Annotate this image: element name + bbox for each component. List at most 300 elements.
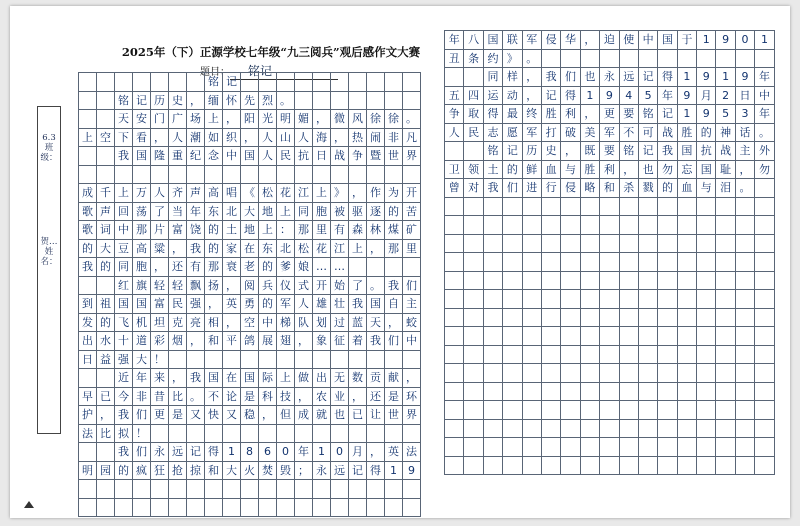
grid-cell: 血 bbox=[542, 161, 561, 180]
grid-cell bbox=[697, 253, 716, 272]
grid-cell bbox=[716, 383, 735, 402]
grid-cell: 铭 bbox=[620, 142, 639, 161]
grid-cell: 声 bbox=[187, 184, 205, 203]
grid-cell bbox=[755, 401, 774, 420]
grid-cell: 我 bbox=[187, 369, 205, 388]
grid-cell: 大 bbox=[241, 203, 259, 222]
grid-cell: 国 bbox=[133, 295, 151, 314]
grid-cell: 铭 bbox=[205, 73, 223, 92]
grid-cell bbox=[503, 198, 522, 217]
grid-cell: 争 bbox=[349, 147, 367, 166]
grid-cell bbox=[484, 383, 503, 402]
grid-cell bbox=[349, 166, 367, 185]
grid-cell bbox=[716, 272, 735, 291]
grid-cell: 稳 bbox=[241, 406, 259, 425]
grid-cell: 明 bbox=[277, 110, 295, 129]
grid-cell bbox=[581, 383, 600, 402]
grid-cell: 我 bbox=[385, 277, 403, 296]
grid-cell: 强 bbox=[187, 295, 205, 314]
grid-cell bbox=[464, 327, 483, 346]
grid-cell bbox=[187, 73, 205, 92]
grid-cell bbox=[620, 235, 639, 254]
grid-cell bbox=[755, 364, 774, 383]
grid-cell: 重 bbox=[169, 147, 187, 166]
grid-cell bbox=[313, 73, 331, 92]
grid-cell bbox=[542, 383, 561, 402]
grid-cell: 做 bbox=[295, 369, 313, 388]
grid-cell bbox=[620, 346, 639, 365]
grid-cell: 回 bbox=[115, 203, 133, 222]
grid-cell bbox=[736, 401, 755, 420]
grid-cell: 记 bbox=[223, 73, 241, 92]
grid-cell: … bbox=[331, 258, 349, 277]
grid-cell bbox=[445, 216, 464, 235]
grid-cell: 打 bbox=[542, 124, 561, 143]
grid-cell: ， bbox=[205, 295, 223, 314]
grid-cell: 松 bbox=[295, 240, 313, 259]
grid-cell: 昔 bbox=[151, 388, 169, 407]
grid-cell: 上 bbox=[277, 203, 295, 222]
grid-cell: 军 bbox=[600, 124, 619, 143]
grid-cell bbox=[561, 309, 580, 328]
grid-cell bbox=[187, 499, 205, 518]
grid-cell bbox=[581, 198, 600, 217]
grid-cell bbox=[639, 327, 658, 346]
grid-cell bbox=[313, 351, 331, 370]
grid-cell bbox=[223, 499, 241, 518]
grid-cell bbox=[678, 198, 697, 217]
grid-cell bbox=[755, 383, 774, 402]
grid-cell: 我 bbox=[367, 332, 385, 351]
grid-cell: 上 bbox=[205, 110, 223, 129]
grid-cell: 里 bbox=[403, 240, 421, 259]
grid-cell: 让 bbox=[367, 406, 385, 425]
grid-cell bbox=[736, 216, 755, 235]
grid-cell: 要 bbox=[600, 142, 619, 161]
grid-cell bbox=[542, 309, 561, 328]
grid-cell: 花 bbox=[277, 184, 295, 203]
grid-cell bbox=[259, 425, 277, 444]
grid-cell bbox=[581, 346, 600, 365]
grid-cell bbox=[464, 401, 483, 420]
grid-cell: 们 bbox=[503, 179, 522, 198]
grid-cell: 念 bbox=[205, 147, 223, 166]
grid-cell: 就 bbox=[313, 406, 331, 425]
grid-cell bbox=[716, 401, 735, 420]
grid-cell bbox=[223, 166, 241, 185]
grid-cell bbox=[259, 166, 277, 185]
grid-cell: 还 bbox=[169, 258, 187, 277]
grid-cell bbox=[445, 457, 464, 476]
grid-cell: 志 bbox=[484, 124, 503, 143]
grid-cell: 江 bbox=[331, 240, 349, 259]
grid-cell: 。 bbox=[187, 388, 205, 407]
grid-cell bbox=[523, 309, 542, 328]
grid-cell: 卫 bbox=[445, 161, 464, 180]
grid-cell: 条 bbox=[464, 50, 483, 69]
grid-cell bbox=[464, 383, 483, 402]
grid-cell bbox=[678, 346, 697, 365]
grid-cell: 利 bbox=[561, 105, 580, 124]
grid-cell: 唱 bbox=[223, 184, 241, 203]
grid-cell: 也 bbox=[331, 406, 349, 425]
grid-cell bbox=[259, 351, 277, 370]
grid-cell bbox=[464, 253, 483, 272]
grid-cell bbox=[503, 364, 522, 383]
grid-cell bbox=[313, 92, 331, 111]
grid-cell: 更 bbox=[600, 105, 619, 124]
grid-cell: 土 bbox=[223, 221, 241, 240]
grid-cell bbox=[385, 166, 403, 185]
grid-cell bbox=[678, 420, 697, 439]
grid-cell bbox=[484, 401, 503, 420]
grid-cell bbox=[151, 480, 169, 499]
grid-cell bbox=[445, 364, 464, 383]
grid-cell: 森 bbox=[349, 221, 367, 240]
grid-cell: 里 bbox=[313, 221, 331, 240]
grid-cell: 话 bbox=[736, 124, 755, 143]
grid-cell: 行 bbox=[542, 179, 561, 198]
right-writing-grid bbox=[444, 30, 775, 475]
grid-cell: 象 bbox=[313, 332, 331, 351]
grid-cell bbox=[349, 73, 367, 92]
grid-cell: 1 bbox=[581, 87, 600, 106]
grid-cell: 和 bbox=[205, 462, 223, 481]
grid-cell: 那 bbox=[385, 240, 403, 259]
grid-cell bbox=[169, 166, 187, 185]
grid-cell bbox=[639, 346, 658, 365]
grid-cell bbox=[523, 198, 542, 217]
grid-cell bbox=[639, 309, 658, 328]
grid-cell bbox=[133, 73, 151, 92]
grid-cell bbox=[581, 50, 600, 69]
grid-cell: 军 bbox=[523, 124, 542, 143]
grid-cell bbox=[600, 272, 619, 291]
grid-cell bbox=[503, 309, 522, 328]
grid-cell: 侵 bbox=[561, 179, 580, 198]
grid-cell bbox=[697, 290, 716, 309]
grid-cell bbox=[716, 364, 735, 383]
grid-cell bbox=[484, 327, 503, 346]
grid-cell: 平 bbox=[223, 332, 241, 351]
grid-cell bbox=[277, 499, 295, 518]
grid-cell bbox=[561, 438, 580, 457]
grid-cell: … bbox=[313, 258, 331, 277]
grid-cell bbox=[295, 166, 313, 185]
grid-cell: 贡 bbox=[367, 369, 385, 388]
grid-cell bbox=[484, 253, 503, 272]
grid-cell: 上 bbox=[115, 184, 133, 203]
grid-cell bbox=[620, 253, 639, 272]
grid-cell bbox=[445, 253, 464, 272]
grid-cell bbox=[736, 309, 755, 328]
grid-cell: 蓝 bbox=[349, 314, 367, 333]
grid-cell: 的 bbox=[97, 314, 115, 333]
grid-cell bbox=[331, 92, 349, 111]
grid-cell: 英 bbox=[223, 295, 241, 314]
grid-cell: ， bbox=[581, 105, 600, 124]
grid-cell bbox=[484, 420, 503, 439]
grid-cell bbox=[697, 420, 716, 439]
grid-cell bbox=[755, 235, 774, 254]
grid-cell bbox=[581, 309, 600, 328]
grid-cell bbox=[503, 401, 522, 420]
grid-cell bbox=[259, 480, 277, 499]
grid-cell: 出 bbox=[79, 332, 97, 351]
grid-cell: 早 bbox=[79, 388, 97, 407]
grid-cell: ， bbox=[295, 332, 313, 351]
grid-cell bbox=[639, 290, 658, 309]
grid-cell: 献 bbox=[385, 369, 403, 388]
grid-cell bbox=[678, 438, 697, 457]
grid-cell: 我 bbox=[115, 443, 133, 462]
grid-cell: 自 bbox=[385, 295, 403, 314]
grid-cell bbox=[503, 327, 522, 346]
grid-cell: 得 bbox=[205, 443, 223, 462]
grid-cell bbox=[115, 166, 133, 185]
grid-cell bbox=[542, 216, 561, 235]
grid-cell: 强 bbox=[115, 351, 133, 370]
grid-cell: 我 bbox=[349, 295, 367, 314]
grid-cell: 永 bbox=[600, 68, 619, 87]
grid-cell bbox=[658, 235, 677, 254]
grid-cell: 旗 bbox=[133, 277, 151, 296]
grid-cell bbox=[445, 346, 464, 365]
grid-cell: 齐 bbox=[169, 184, 187, 203]
grid-cell bbox=[581, 457, 600, 476]
grid-cell bbox=[620, 198, 639, 217]
grid-cell: 年 bbox=[658, 87, 677, 106]
grid-cell: 史 bbox=[542, 142, 561, 161]
grid-cell: 。 bbox=[736, 179, 755, 198]
grid-cell: 轻 bbox=[151, 277, 169, 296]
grid-cell: 亮 bbox=[187, 314, 205, 333]
grid-cell: 们 bbox=[133, 443, 151, 462]
grid-cell bbox=[523, 327, 542, 346]
grid-cell: 国 bbox=[115, 295, 133, 314]
grid-cell bbox=[542, 401, 561, 420]
grid-cell: 领 bbox=[464, 161, 483, 180]
grid-cell bbox=[259, 499, 277, 518]
grid-cell: 鲜 bbox=[523, 161, 542, 180]
grid-cell bbox=[464, 68, 483, 87]
grid-cell: 戮 bbox=[639, 179, 658, 198]
grid-cell: 苦 bbox=[403, 203, 421, 222]
grid-cell bbox=[484, 457, 503, 476]
grid-cell bbox=[736, 253, 755, 272]
grid-cell: 当 bbox=[169, 203, 187, 222]
grid-cell: 风 bbox=[349, 110, 367, 129]
grid-cell bbox=[295, 73, 313, 92]
grid-cell: ， bbox=[403, 369, 421, 388]
grid-cell bbox=[445, 401, 464, 420]
grid-cell: 爹 bbox=[277, 258, 295, 277]
grid-cell bbox=[600, 401, 619, 420]
grid-cell bbox=[445, 272, 464, 291]
grid-cell: 的 bbox=[503, 161, 522, 180]
grid-cell: 蛟 bbox=[403, 314, 421, 333]
grid-cell bbox=[542, 420, 561, 439]
grid-cell: 高 bbox=[205, 184, 223, 203]
grid-cell bbox=[331, 480, 349, 499]
grid-cell: 掠 bbox=[187, 462, 205, 481]
grid-cell bbox=[187, 351, 205, 370]
grid-cell bbox=[205, 480, 223, 499]
grid-cell: 八 bbox=[464, 31, 483, 50]
grid-cell: 铭 bbox=[115, 92, 133, 111]
grid-cell: 北 bbox=[223, 203, 241, 222]
grid-cell: 进 bbox=[523, 179, 542, 198]
grid-cell: 天 bbox=[367, 314, 385, 333]
grid-cell: 可 bbox=[639, 124, 658, 143]
grid-cell bbox=[503, 216, 522, 235]
topic-value: 铭记 bbox=[230, 62, 338, 80]
grid-cell: 我 bbox=[115, 147, 133, 166]
grid-cell: 疯 bbox=[133, 462, 151, 481]
grid-cell: 山 bbox=[277, 129, 295, 148]
grid-cell bbox=[561, 198, 580, 217]
grid-cell: 发 bbox=[79, 314, 97, 333]
grid-cell: 媚 bbox=[295, 110, 313, 129]
grid-cell bbox=[620, 401, 639, 420]
grid-cell: 的 bbox=[205, 221, 223, 240]
grid-cell: 我 bbox=[187, 240, 205, 259]
grid-cell bbox=[755, 179, 774, 198]
grid-cell: 得 bbox=[484, 105, 503, 124]
grid-cell: 是 bbox=[241, 388, 259, 407]
grid-cell: 雄 bbox=[313, 295, 331, 314]
grid-cell bbox=[620, 309, 639, 328]
grid-cell bbox=[561, 290, 580, 309]
grid-cell bbox=[223, 351, 241, 370]
grid-cell bbox=[79, 277, 97, 296]
grid-cell: 扬 bbox=[205, 277, 223, 296]
grid-cell bbox=[542, 364, 561, 383]
grid-cell bbox=[403, 480, 421, 499]
grid-cell: 永 bbox=[151, 443, 169, 462]
grid-cell: 科 bbox=[259, 388, 277, 407]
grid-cell: 主 bbox=[736, 142, 755, 161]
grid-cell: 声 bbox=[97, 203, 115, 222]
grid-cell: 花 bbox=[313, 240, 331, 259]
grid-cell: 我 bbox=[79, 258, 97, 277]
grid-cell bbox=[542, 198, 561, 217]
grid-cell: 数 bbox=[349, 369, 367, 388]
grid-cell bbox=[600, 253, 619, 272]
grid-cell: ， bbox=[367, 443, 385, 462]
grid-cell: 着 bbox=[349, 332, 367, 351]
grid-cell: 争 bbox=[445, 105, 464, 124]
grid-cell: 林 bbox=[367, 221, 385, 240]
grid-cell bbox=[295, 351, 313, 370]
grid-cell: 记 bbox=[187, 443, 205, 462]
grid-cell: 胜 bbox=[678, 124, 697, 143]
grid-cell: 中 bbox=[115, 221, 133, 240]
grid-cell: 江 bbox=[295, 184, 313, 203]
grid-cell: 抢 bbox=[169, 462, 187, 481]
grid-cell bbox=[581, 420, 600, 439]
grid-cell bbox=[600, 290, 619, 309]
grid-cell bbox=[620, 457, 639, 476]
grid-cell: 年 bbox=[445, 31, 464, 50]
grid-cell: 五 bbox=[445, 87, 464, 106]
grid-cell bbox=[639, 216, 658, 235]
grid-cell: 微 bbox=[331, 110, 349, 129]
grid-cell: ： bbox=[277, 221, 295, 240]
grid-cell bbox=[620, 216, 639, 235]
grid-cell: 论 bbox=[223, 388, 241, 407]
grid-cell: 场 bbox=[187, 110, 205, 129]
grid-cell: 暨 bbox=[367, 147, 385, 166]
grid-cell bbox=[678, 309, 697, 328]
grid-cell bbox=[464, 346, 483, 365]
grid-cell bbox=[349, 92, 367, 111]
grid-cell: 人 bbox=[295, 129, 313, 148]
grid-cell bbox=[349, 499, 367, 518]
grid-cell bbox=[445, 309, 464, 328]
grid-cell bbox=[600, 327, 619, 346]
grid-cell: 泪 bbox=[716, 179, 735, 198]
grid-cell bbox=[716, 253, 735, 272]
grid-cell: 历 bbox=[151, 92, 169, 111]
grid-cell: 矿 bbox=[403, 221, 421, 240]
grid-cell bbox=[367, 92, 385, 111]
grid-cell bbox=[658, 50, 677, 69]
grid-cell bbox=[133, 480, 151, 499]
grid-cell: 轻 bbox=[169, 277, 187, 296]
grid-cell: 我 bbox=[658, 142, 677, 161]
grid-cell bbox=[639, 198, 658, 217]
grid-cell: 但 bbox=[277, 406, 295, 425]
grid-cell bbox=[484, 364, 503, 383]
grid-cell bbox=[581, 364, 600, 383]
grid-cell: 海 bbox=[313, 129, 331, 148]
grid-cell bbox=[678, 50, 697, 69]
grid-cell bbox=[484, 346, 503, 365]
grid-cell: ！ bbox=[151, 351, 169, 370]
grid-cell bbox=[678, 401, 697, 420]
grid-cell bbox=[367, 480, 385, 499]
grid-cell: 忘 bbox=[678, 161, 697, 180]
grid-cell bbox=[79, 147, 97, 166]
grid-cell bbox=[561, 364, 580, 383]
grid-cell: 破 bbox=[561, 124, 580, 143]
grid-cell bbox=[600, 346, 619, 365]
grid-cell: 凡 bbox=[403, 129, 421, 148]
grid-cell: 先 bbox=[241, 92, 259, 111]
grid-cell bbox=[639, 235, 658, 254]
grid-cell bbox=[484, 198, 503, 217]
grid-cell: 北 bbox=[277, 240, 295, 259]
grid-cell: 国 bbox=[133, 147, 151, 166]
grid-cell: 划 bbox=[313, 314, 331, 333]
grid-cell bbox=[542, 253, 561, 272]
grid-cell: 安 bbox=[133, 110, 151, 129]
grid-cell: 远 bbox=[331, 462, 349, 481]
grid-cell bbox=[755, 309, 774, 328]
grid-cell: 开 bbox=[313, 277, 331, 296]
grid-cell bbox=[464, 198, 483, 217]
grid-cell bbox=[658, 346, 677, 365]
grid-cell bbox=[755, 457, 774, 476]
grid-cell: 动 bbox=[503, 87, 522, 106]
grid-cell: 了 bbox=[349, 277, 367, 296]
grid-cell: 日 bbox=[313, 147, 331, 166]
grid-cell: 衰 bbox=[223, 258, 241, 277]
grid-cell: 闹 bbox=[367, 129, 385, 148]
grid-cell bbox=[223, 425, 241, 444]
grid-cell: 。 bbox=[523, 50, 542, 69]
